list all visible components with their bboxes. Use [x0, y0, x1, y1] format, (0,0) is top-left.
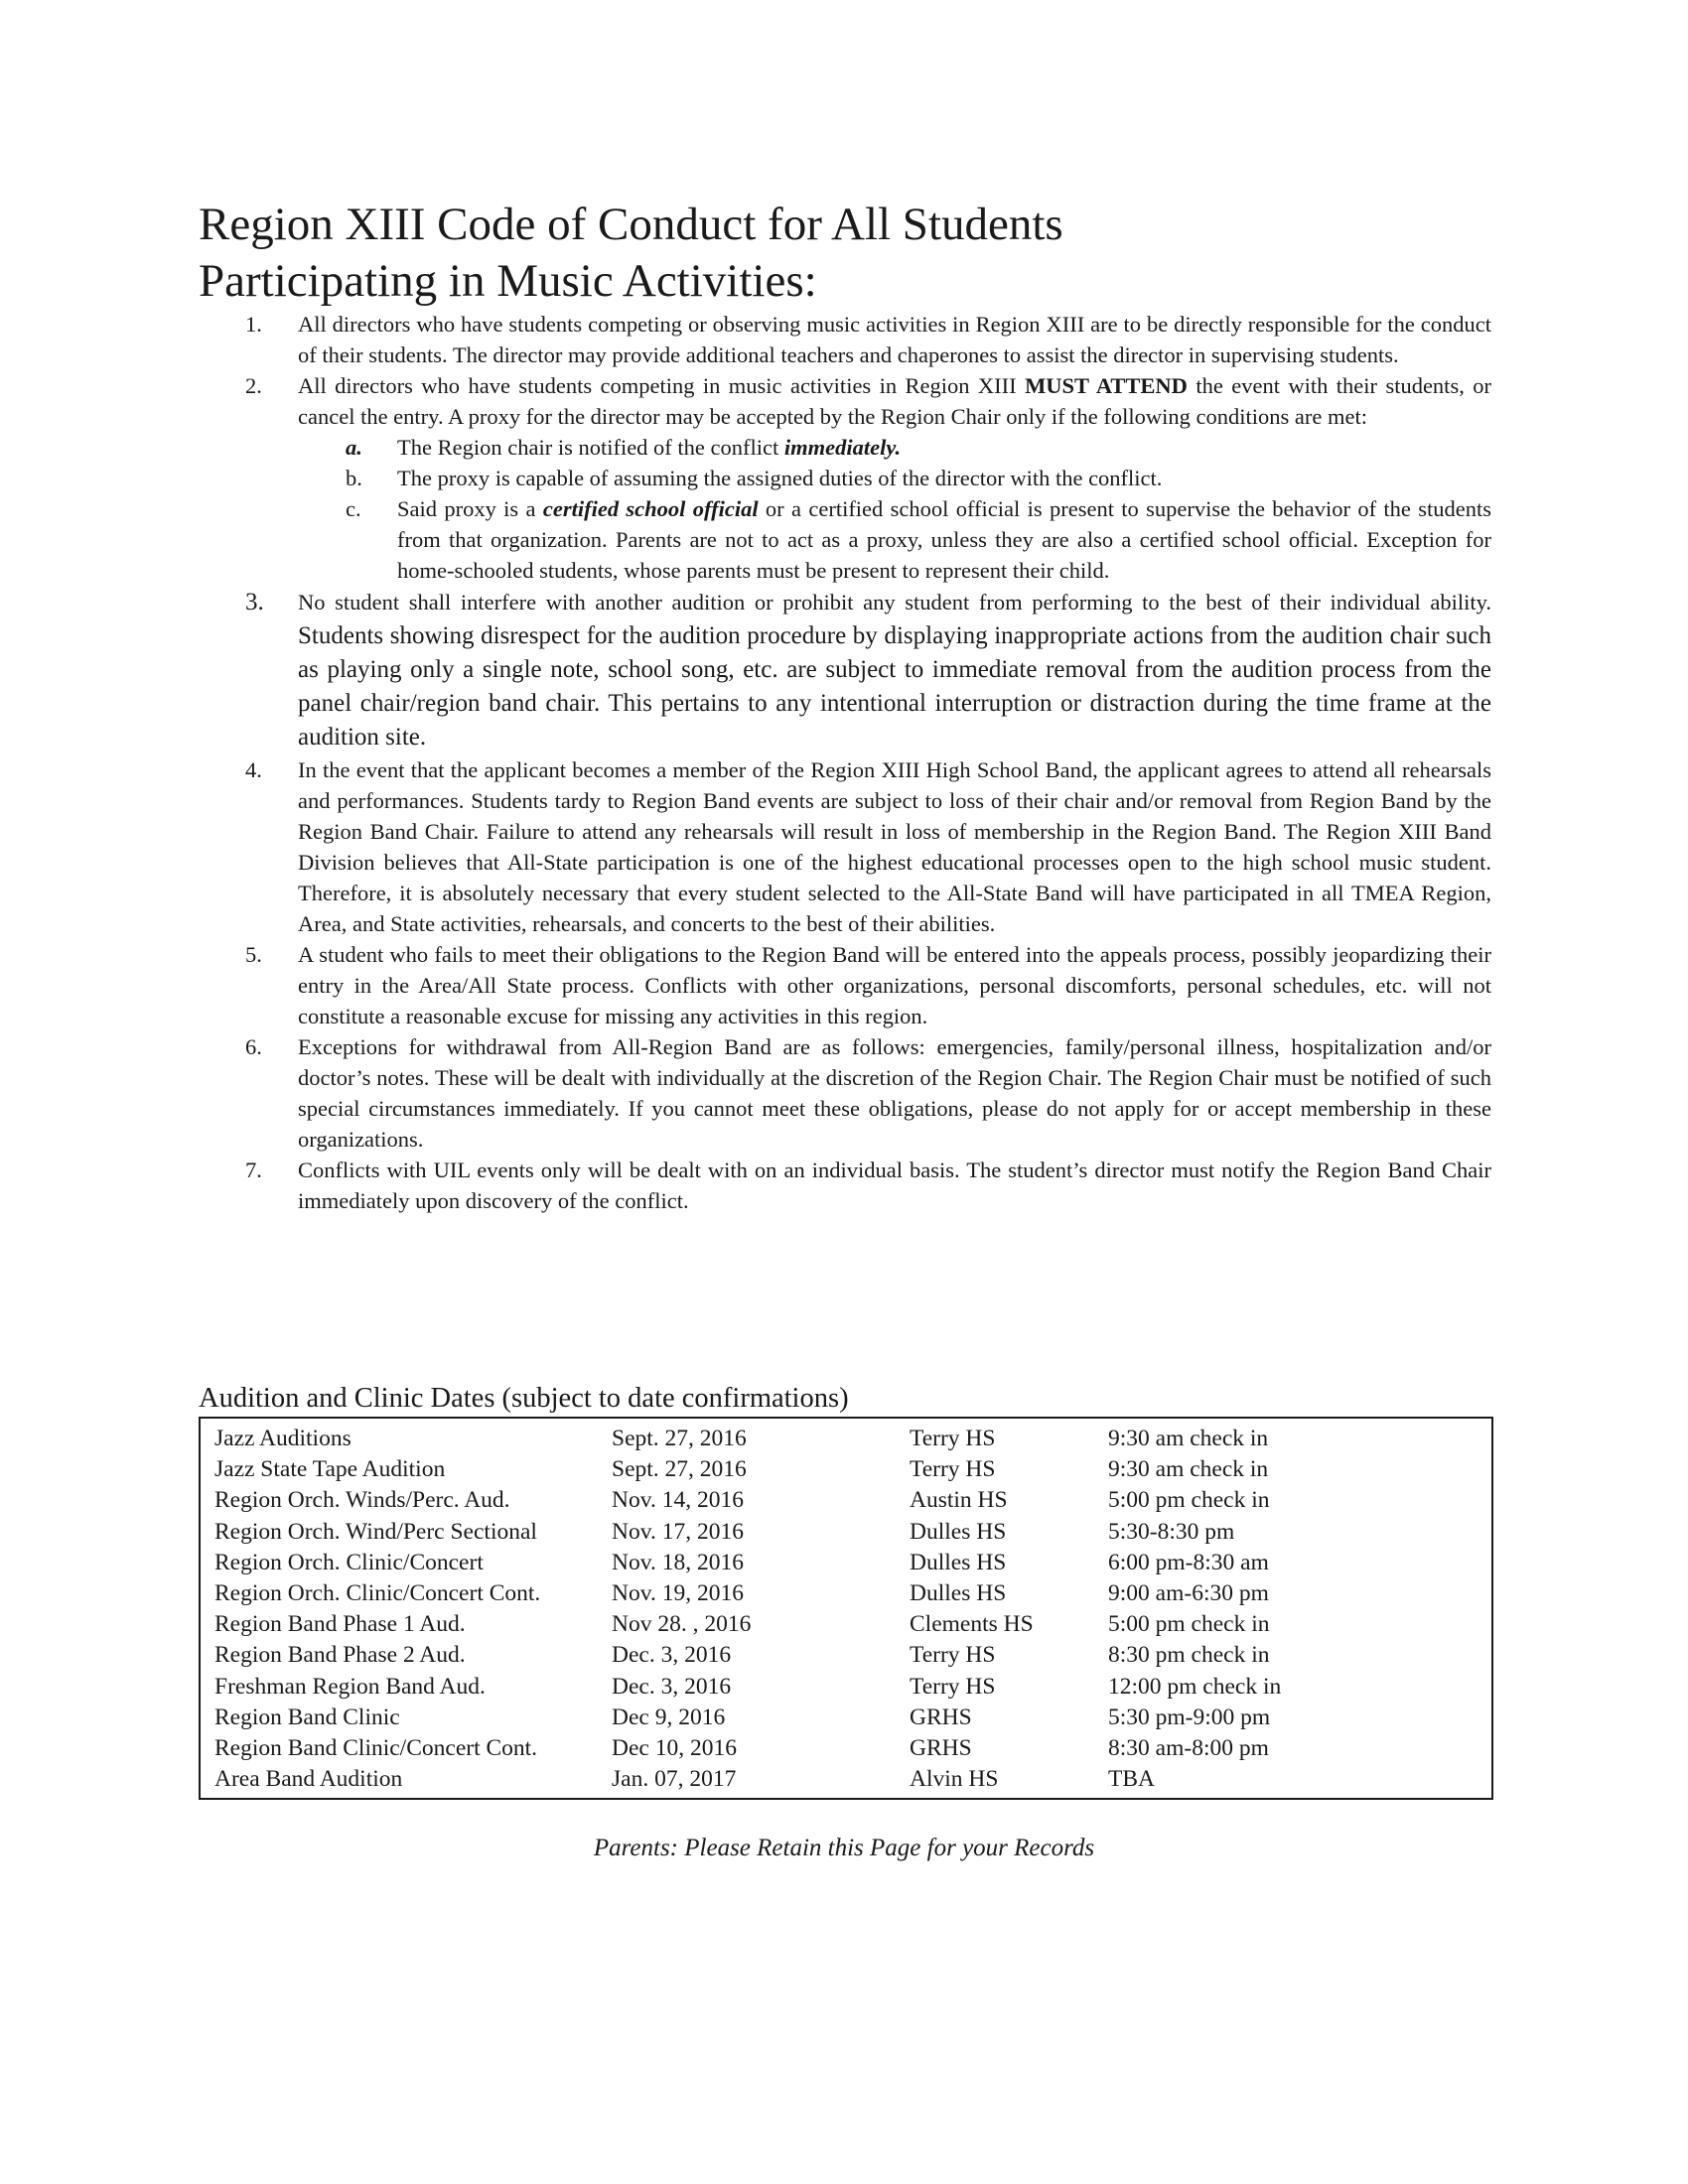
- location-cell: Terry HS: [910, 1642, 996, 1669]
- location-cell: Terry HS: [910, 1673, 996, 1700]
- rule-text: In the event that the applicant becomes a member of the Region XIII High School Band, the applicant agrees to attend all rehearsals and performances. Students tardy to Region Band events are subject to loss of their chair and/or removal from Region Band by the Region Band Chair. Failure to attend any rehearsals will result in loss of membership in the Region Band. The Region XIII Band Division believes that All-State participation is one of the highest educational processes open to the high school music student. Therefore, it is absolutely necessary that every student selected to the All-State Band will have participated in all TMEA Region, Area, and State activities, rehearsals, and concerts to the best of their abilities.: [298, 757, 1491, 936]
- event-name-cell: Freshman Region Band Aud.: [214, 1673, 486, 1700]
- time-cell: 5:30 pm-9:00 pm: [1108, 1704, 1271, 1730]
- certified-official-emphasis: certified school official: [542, 496, 759, 521]
- rule-text: All directors who have students competing or observing music activities in Region XIII are to be directly responsible for the conduct of their students. The director may provide additional teachers and chaperones to assist the director in supervising students.: [298, 312, 1491, 367]
- location-cell: Dulles HS: [910, 1549, 1007, 1575]
- time-cell: 8:30 am-8:00 pm: [1108, 1735, 1269, 1762]
- event-name-cell: Jazz Auditions: [214, 1426, 352, 1451]
- time-cell: 8:30 pm check in: [1108, 1642, 1270, 1669]
- condition-letter: c.: [346, 496, 361, 521]
- rule-number: 4.: [245, 757, 262, 782]
- table-row: [214, 1640, 1406, 1671]
- date-cell: Nov. 18, 2016: [612, 1549, 744, 1575]
- condition-text: or a certified school official is present to supervise the behavior of the students from that organization. Parents are not to act as a proxy, unless they are also a certified school official. Exception for home-schooled students, whose parents must be present to represent their child.: [397, 496, 1491, 583]
- date-cell: Nov. 17, 2016: [612, 1518, 744, 1545]
- date-cell: Nov. 19, 2016: [612, 1580, 744, 1607]
- rule-number: 7.: [245, 1158, 262, 1182]
- rule-number: 1.: [245, 312, 262, 337]
- must-attend-emphasis: MUST ATTEND: [1025, 373, 1188, 398]
- title-line-2: Participating in Music Activities:: [199, 255, 817, 307]
- page-title: [199, 197, 1489, 310]
- table-row: [214, 1764, 1406, 1795]
- rule-number: 5.: [245, 942, 262, 967]
- code-of-conduct-list: [199, 309, 1491, 1216]
- location-cell: Clements HS: [910, 1611, 1034, 1638]
- rule-number: 3.: [245, 589, 264, 615]
- condition-a: [298, 432, 1491, 463]
- rule-5: [199, 939, 1491, 1031]
- dates-table-body: [214, 1424, 1406, 1795]
- table-row: [214, 1703, 1406, 1733]
- table-row: [214, 1733, 1406, 1764]
- date-cell: Jan. 07, 2017: [612, 1766, 737, 1793]
- footer-note: Parents: Please Retain this Page for your Records: [593, 1835, 1095, 1861]
- rule-text: No student shall interfere with another audition or prohibit any student from performing to the best of their individual ability.: [298, 590, 1491, 614]
- table-row: [214, 1578, 1406, 1609]
- rule-2: [199, 370, 1491, 586]
- date-cell: Sept. 27, 2016: [612, 1456, 747, 1483]
- location-cell: GRHS: [910, 1735, 972, 1762]
- table-row: [214, 1517, 1406, 1548]
- table-row: [214, 1424, 1406, 1454]
- time-cell: 6:00 pm-8:30 am: [1108, 1549, 1269, 1575]
- rule-text: A student who fails to meet their obligations to the Region Band will be entered into the appeals process, possibly jeopardizing their entry in the Area/All State process. Conflicts with other organizations, personal discomforts, personal schedules, etc. will not constitute a reasonable excuse for missing any activities in this region.: [298, 942, 1491, 1028]
- event-name-cell: Region Orch. Clinic/Concert: [214, 1549, 484, 1575]
- condition-text: The Region chair is notified of the conflict: [397, 435, 784, 460]
- immediately-emphasis: immediately.: [783, 435, 902, 460]
- rule-text: Students showing disrespect for the audition procedure by displaying inappropriate actions from the audition chair such as playing only a single note, school song, etc. are subject to immediate removal from the audition process from the panel chair/region band chair. This pertains to any intentional interruption or distraction during the time frame at the audition site.: [298, 622, 1491, 751]
- event-name-cell: Region Orch. Wind/Perc Sectional: [214, 1518, 537, 1545]
- location-cell: Dulles HS: [910, 1518, 1007, 1545]
- rule-3: [199, 586, 1491, 754]
- time-cell: 5:30-8:30 pm: [1108, 1518, 1235, 1545]
- date-cell: Nov. 14, 2016: [612, 1487, 744, 1514]
- proxy-conditions-list: [298, 432, 1491, 586]
- time-cell: 12:00 pm check in: [1108, 1673, 1282, 1700]
- location-cell: GRHS: [910, 1704, 972, 1730]
- table-row: [214, 1454, 1406, 1485]
- rule-number: 6.: [245, 1034, 262, 1059]
- time-cell: 9:00 am-6:30 pm: [1108, 1580, 1269, 1607]
- date-cell: Nov 28. , 2016: [612, 1611, 752, 1638]
- rule-number: 2.: [245, 373, 262, 398]
- time-cell: 5:00 pm check in: [1108, 1487, 1270, 1514]
- condition-c: [298, 493, 1491, 586]
- rule-text: Conflicts with UIL events only will be dealt with on an individual basis. The student’s director must notify the Region Band Chair immediately upon discovery of the conflict.: [298, 1158, 1491, 1213]
- location-cell: Dulles HS: [910, 1580, 1007, 1607]
- table-row: [214, 1485, 1406, 1516]
- rule-4: [199, 754, 1491, 939]
- date-cell: Dec 9, 2016: [612, 1704, 726, 1730]
- event-name-cell: Region Orch. Clinic/Concert Cont.: [214, 1580, 541, 1607]
- time-cell: 9:30 am check in: [1108, 1426, 1269, 1451]
- title-line-1: Region XIII Code of Conduct for All Students: [199, 199, 1063, 250]
- condition-letter: b.: [346, 466, 362, 490]
- table-row: [214, 1548, 1406, 1578]
- date-cell: Sept. 27, 2016: [612, 1426, 747, 1451]
- table-row: [214, 1672, 1406, 1703]
- location-cell: Alvin HS: [910, 1766, 999, 1793]
- time-cell: TBA: [1108, 1766, 1155, 1793]
- date-cell: Dec. 3, 2016: [612, 1673, 732, 1700]
- date-cell: Dec 10, 2016: [612, 1735, 737, 1762]
- location-cell: Austin HS: [910, 1487, 1008, 1514]
- rule-7: [199, 1155, 1491, 1216]
- event-name-cell: Jazz State Tape Audition: [214, 1456, 446, 1483]
- rule-6: [199, 1031, 1491, 1155]
- rule-text: the event with their students, or cancel the entry. A proxy for the director may be accepted by the Region Chair only if the following conditions are met:: [298, 373, 1491, 429]
- date-cell: Dec. 3, 2016: [612, 1642, 732, 1669]
- event-name-cell: Region Band Clinic: [214, 1704, 400, 1730]
- condition-b: [298, 463, 1491, 493]
- condition-text: The proxy is capable of assuming the assigned duties of the director with the conflict.: [397, 466, 1163, 490]
- event-name-cell: Region Band Phase 1 Aud.: [214, 1611, 466, 1638]
- condition-text: Said proxy is a: [397, 496, 543, 521]
- event-name-cell: Area Band Audition: [214, 1766, 403, 1793]
- location-cell: Terry HS: [910, 1426, 996, 1451]
- rule-1: [199, 309, 1491, 370]
- location-cell: Terry HS: [910, 1456, 996, 1483]
- time-cell: 5:00 pm check in: [1108, 1611, 1270, 1638]
- event-name-cell: Region Band Clinic/Concert Cont.: [214, 1735, 538, 1762]
- condition-letter: a.: [346, 435, 362, 460]
- event-name-cell: Region Orch. Winds/Perc. Aud.: [214, 1487, 510, 1514]
- time-cell: 9:30 am check in: [1108, 1456, 1269, 1483]
- table-row: [214, 1609, 1406, 1640]
- audition-dates-table: [199, 1417, 1493, 1800]
- event-name-cell: Region Band Phase 2 Aud.: [214, 1642, 466, 1669]
- dates-table-title: Audition and Clinic Dates (subject to date confirmations): [199, 1383, 849, 1414]
- rule-text: All directors who have students competing in music activities in Region XIII: [298, 373, 1026, 398]
- rule-text: Exceptions for withdrawal from All-Region Band are as follows: emergencies, family/personal illness, hospitalization and/or doctor’s notes. These will be dealt with individually at the discretion of the Region Chair. The Region Chair must be notified of such special circumstances immediately. If you cannot meet these obligations, please do not apply for or accept membership in these organizations.: [298, 1034, 1491, 1152]
